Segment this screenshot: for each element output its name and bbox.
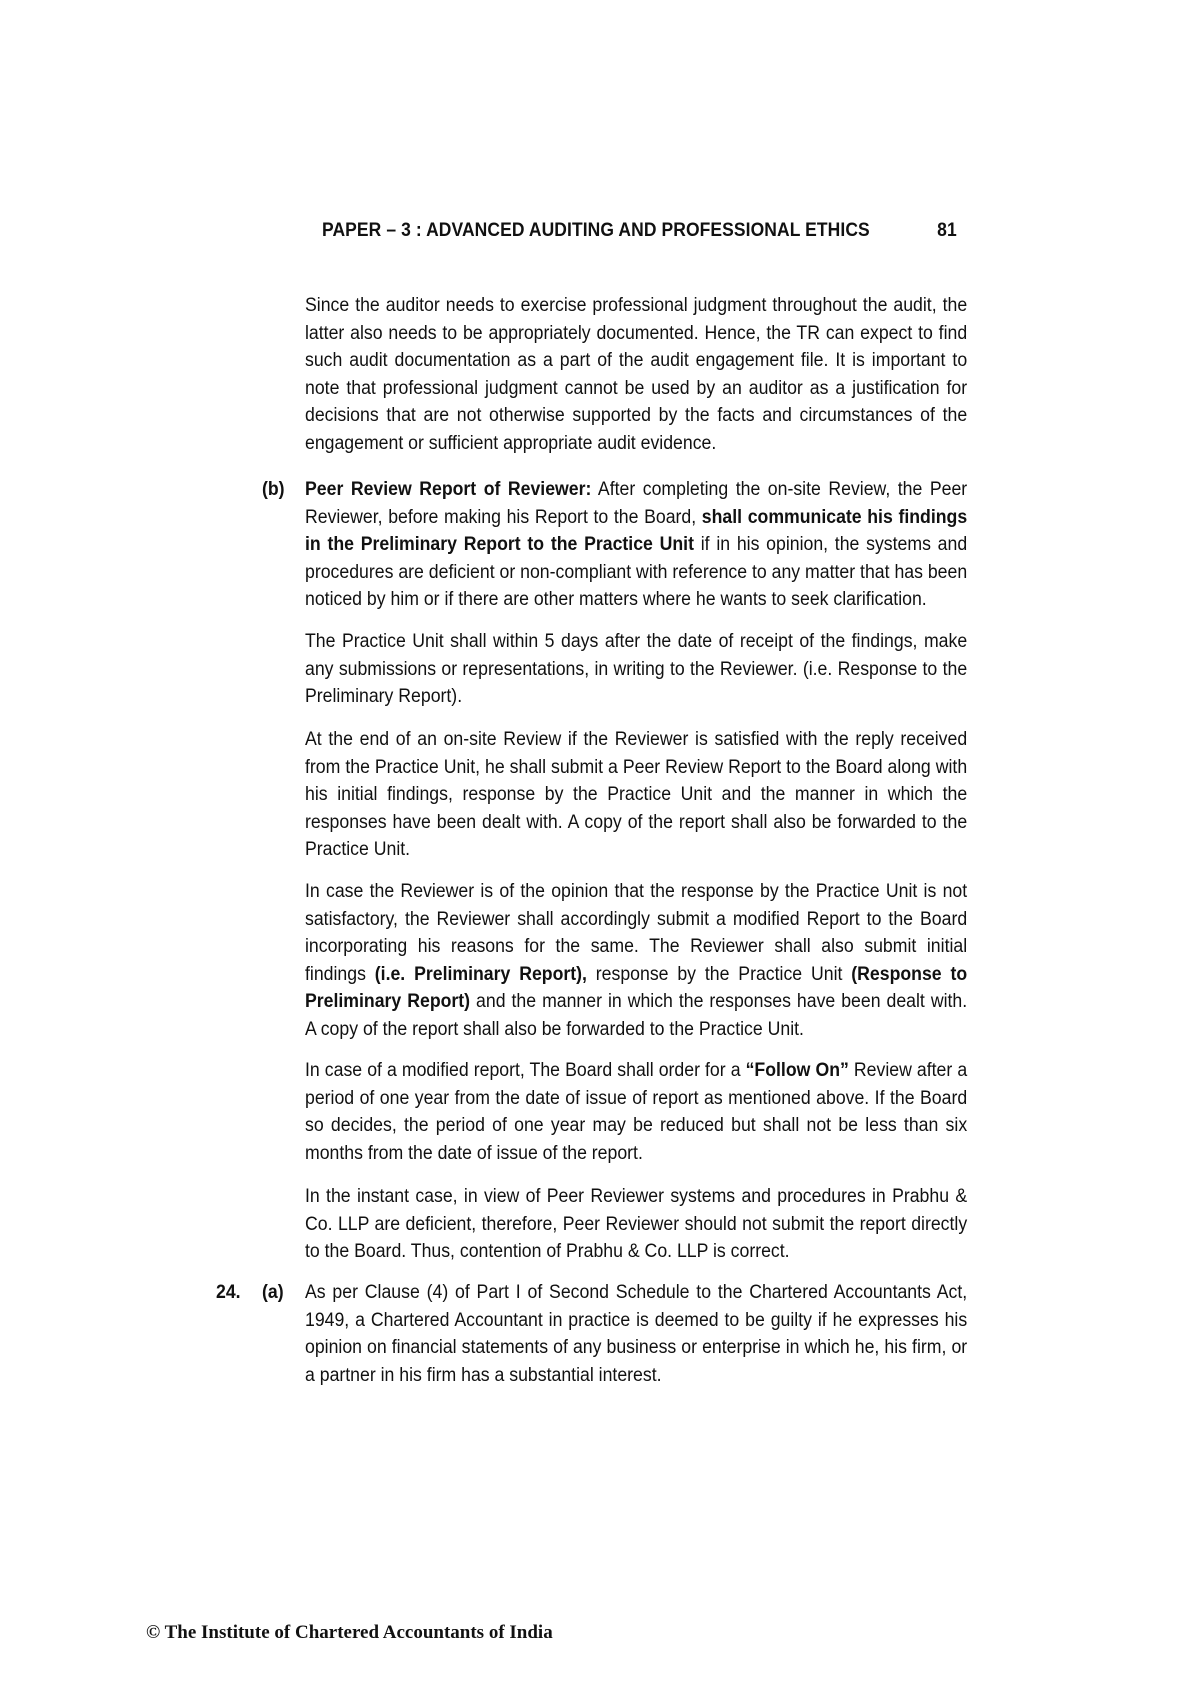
section-b-paragraph-2: The Practice Unit shall within 5 days after the date of receipt of the findings, make any submissions or representations, in writing to the Reviewer. (i.e. Response to the Preliminary Report).: [305, 631, 968, 707]
page-number: 81: [937, 220, 957, 241]
question-number: 24.: [216, 1282, 241, 1303]
section-b-paragraph-1: Peer Review Report of Reviewer: After completing the on-site Review, the Peer Reviewer, before making his Report to the Board, shall communicate his findings in the Preliminary Report to the Practice Unit if in his opinion, the systems and procedures are deficient or non-compliant with reference to any matter that has been noticed by him or if there are other matters where he wants to seek clarification.: [305, 479, 968, 610]
page-header: [322, 220, 957, 242]
intro-paragraph: Since the auditor needs to exercise professional judgment throughout the audit, the latter also needs to be appropriately documented. Hence, the TR can expect to find such audit documentation as a part of the audit engagement file. It is important to note that professional judgment cannot be used by an auditor as a justification for decisions that are not otherwise supported by the facts and circumstances of the engagement or sufficient appropriate audit evidence.: [305, 295, 968, 454]
question-part-label: (a): [262, 1282, 284, 1303]
question-24-answer: As per Clause (4) of Part I of Second Schedule to the Chartered Accountants Act, 1949, a Chartered Accountant in practice is deemed to be guilty if he expresses his opinion on financial statements of any business or enterprise in which he, his firm, or a partner in his firm has a substantial interest.: [305, 1282, 968, 1386]
section-b-heading: Peer Review Report of Reviewer:: [305, 479, 592, 500]
section-b-paragraph-4: In case the Reviewer is of the opinion that the response by the Practice Unit is not satisfactory, the Reviewer shall accordingly submit a modified Report to the Board incorporating his reasons for the same. The Reviewer shall also submit initial findings (i.e. Preliminary Report), response by the Practice Unit (Response to Preliminary Report) and the manner in which the responses have been dealt with. A copy of the report shall also be forwarded to the Practice Unit.: [305, 881, 968, 1040]
section-b-label: (b): [262, 479, 285, 500]
section-b-paragraph-6: In the instant case, in view of Peer Reviewer systems and procedures in Prabhu & Co. LLP are deficient, therefore, Peer Reviewer should not submit the report directly to the Board. Thus, contention of Prabhu & Co. LLP is correct.: [305, 1186, 968, 1262]
header-title: PAPER – 3 : ADVANCED AUDITING AND PROFESSIONAL ETHICS: [322, 220, 870, 241]
section-b-paragraph-3: At the end of an on-site Review if the Reviewer is satisfied with the reply received from the Practice Unit, he shall submit a Peer Review Report to the Board along with his initial findings, response by the Practice Unit and the manner in which the responses have been dealt with. A copy of the report shall also be forwarded to the Practice Unit.: [305, 729, 968, 860]
copyright-footer: © The Institute of Chartered Accountants of India: [146, 1622, 553, 1643]
section-b-paragraph-5: In case of a modified report, The Board shall order for a “Follow On” Review after a period of one year from the date of issue of report as mentioned above. If the Board so decides, the period of one year may be reduced but shall not be less than six months from the date of issue of the report.: [305, 1060, 968, 1164]
